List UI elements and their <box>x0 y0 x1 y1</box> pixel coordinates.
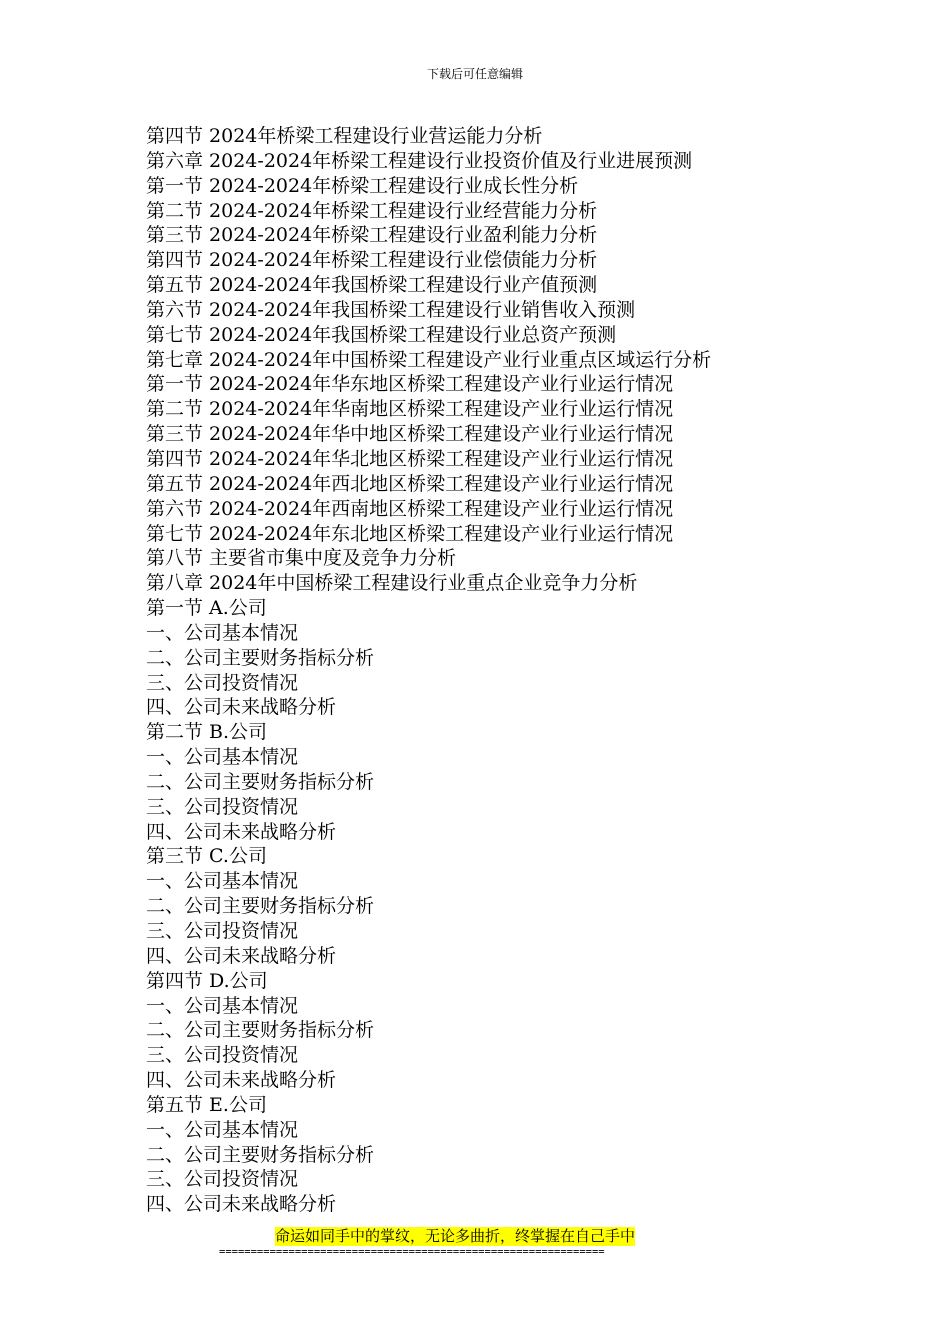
toc-line: 三、公司投资情况 <box>146 795 299 818</box>
toc-line: 四、公司未来战略分析 <box>146 1193 337 1216</box>
toc-line: 二、公司主要财务指标分析 <box>146 1019 375 1042</box>
footer-motto: 命运如同手中的掌纹，无论多曲折，终掌握在自己手中 <box>275 1227 636 1245</box>
toc-line: 三、公司投资情况 <box>146 671 299 694</box>
toc-line: 一、公司基本情况 <box>146 870 299 893</box>
toc-line: 第一节 2024-2024年华东地区桥梁工程建设产业行业运行情况 <box>146 373 674 396</box>
toc-line: 第三节 2024-2024年华中地区桥梁工程建设产业行业运行情况 <box>146 423 674 446</box>
toc-line: 第二节 2024-2024年华南地区桥梁工程建设产业行业运行情况 <box>146 398 674 421</box>
toc-line: 一、公司基本情况 <box>146 1118 299 1141</box>
toc-line: 第三节 2024-2024年桥梁工程建设行业盈利能力分析 <box>146 224 598 247</box>
toc-line: 第七节 2024-2024年东北地区桥梁工程建设产业行业运行情况 <box>146 522 674 545</box>
toc-line: 二、公司主要财务指标分析 <box>146 646 375 669</box>
toc-line: 一、公司基本情况 <box>146 994 299 1017</box>
toc-line: 第三节 C.公司 <box>146 845 267 868</box>
toc-line: 四、公司未来战略分析 <box>146 1069 337 1092</box>
toc-line: 第一节 2024-2024年桥梁工程建设行业成长性分析 <box>146 174 579 197</box>
toc-line: 第八章 2024年中国桥梁工程建设行业重点企业竞争力分析 <box>146 572 638 595</box>
toc-line: 第七章 2024-2024年中国桥梁工程建设产业行业重点区域运行分析 <box>146 348 712 371</box>
toc-line: 第四节 D.公司 <box>146 969 268 992</box>
toc-line: 四、公司未来战略分析 <box>146 696 337 719</box>
toc-line: 三、公司投资情况 <box>146 1044 299 1067</box>
footer-rule: ============================================================= <box>219 1246 605 1258</box>
toc-line: 二、公司主要财务指标分析 <box>146 770 375 793</box>
toc-line: 第八节 主要省市集中度及竞争力分析 <box>146 547 457 570</box>
toc-line: 第五节 E.公司 <box>146 1093 267 1116</box>
toc-line: 第五节 2024-2024年西北地区桥梁工程建设产业行业运行情况 <box>146 472 674 495</box>
toc-line: 第七节 2024-2024年我国桥梁工程建设行业总资产预测 <box>146 323 617 346</box>
toc-line: 一、公司基本情况 <box>146 746 299 769</box>
toc-line: 二、公司主要财务指标分析 <box>146 895 375 918</box>
toc-line: 第六章 2024-2024年桥梁工程建设行业投资价值及行业进展预测 <box>146 149 693 172</box>
toc-line: 第四节 2024-2024年华北地区桥梁工程建设产业行业运行情况 <box>146 447 674 470</box>
toc-line: 第六节 2024-2024年西南地区桥梁工程建设产业行业运行情况 <box>146 497 674 520</box>
toc-line: 四、公司未来战略分析 <box>146 944 337 967</box>
toc-line: 三、公司投资情况 <box>146 920 299 942</box>
page-header: 下载后可任意编辑 <box>426 67 523 81</box>
toc-line: 第二节 B.公司 <box>146 721 268 744</box>
toc-line: 二、公司主要财务指标分析 <box>146 1143 375 1166</box>
toc-line: 第五节 2024-2024年我国桥梁工程建设行业产值预测 <box>146 274 598 297</box>
toc-line: 第二节 2024-2024年桥梁工程建设行业经营能力分析 <box>146 199 598 222</box>
toc-line: 三、公司投资情况 <box>146 1168 299 1191</box>
toc-line: 第四节 2024年桥梁工程建设行业营运能力分析 <box>146 125 543 147</box>
toc-line: 四、公司未来战略分析 <box>146 820 337 843</box>
toc-line: 第六节 2024-2024年我国桥梁工程建设行业销售收入预测 <box>146 298 636 321</box>
table-of-contents <box>146 124 846 1217</box>
toc-line: 一、公司基本情况 <box>146 621 299 644</box>
toc-line: 第一节 A.公司 <box>146 597 267 620</box>
toc-line: 第四节 2024-2024年桥梁工程建设行业偿债能力分析 <box>146 249 598 272</box>
